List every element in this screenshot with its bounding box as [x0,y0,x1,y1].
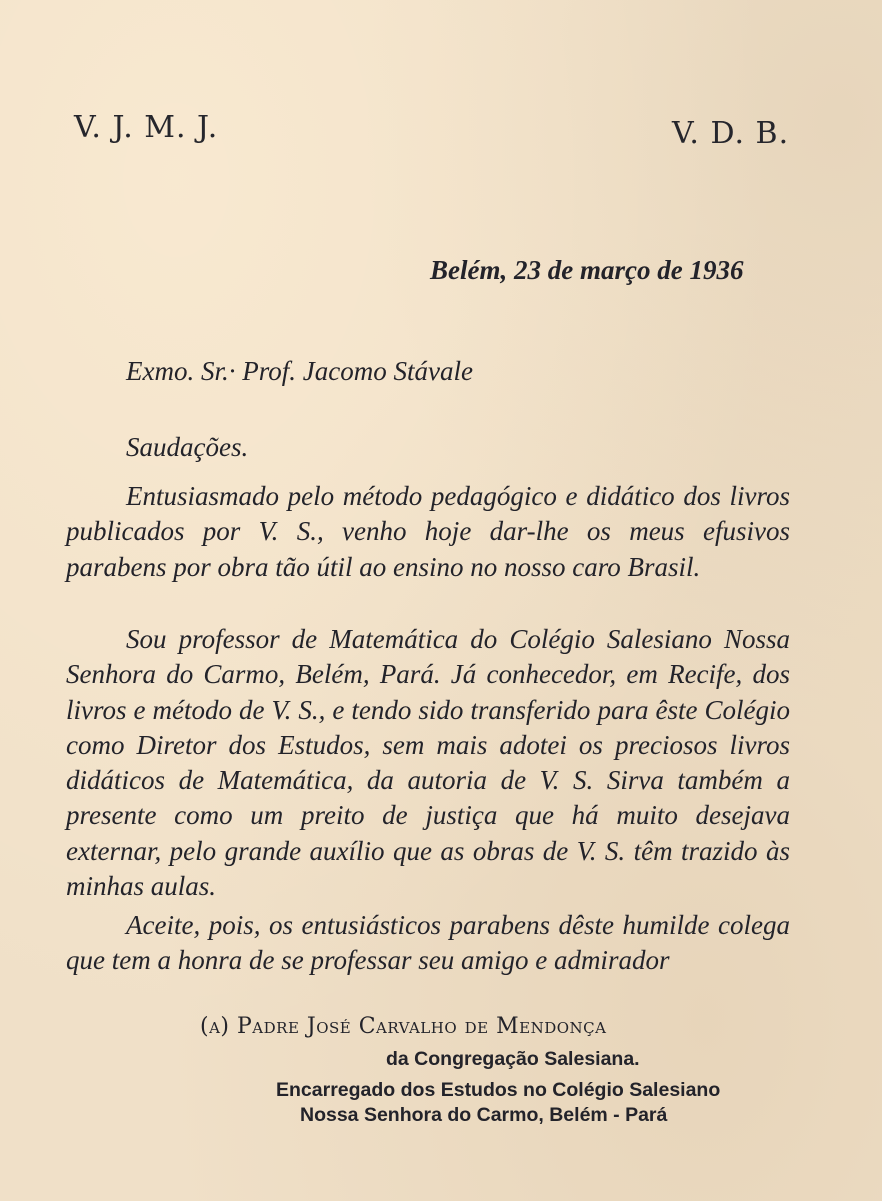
letter-paragraph-1 [66,479,790,585]
paragraph-1-text: Entusiasmado pelo método pedagógico e didático dos livros publicados por V. S., venho hoje dar-lhe os meus efusivos parabens por obra tão útil ao ensino no nosso caro Brasil. [66,481,790,582]
signature-role-line-2: Nossa Senhora do Carmo, Belém - Pará [300,1104,668,1126]
greeting: Saudações. [126,432,249,462]
letter-paragraph-3 [66,908,790,979]
letter-paragraph-2 [66,622,790,904]
signature-role-line-1: Encarregado dos Estudos no Colégio Salesiano [276,1079,721,1101]
salutation: Exmo. Sr.· Prof. Jacomo Stávale [126,356,473,386]
signature-congregation: da Congregação Salesiana. [386,1048,640,1070]
signature-name [200,1014,606,1039]
paragraph-2-text: Sou professor de Matemática do Colégio Salesiano Nossa Senhora do Carmo, Belém, Pará. Já conhecedor, em Recife, dos livros e método de V. S., e tendo sido transferido para êste Colégio como Diretor dos Estudos, sem mais adotei os preciosos livros didáticos de Matemática, da autoria de V. S. Sirva também a presente como um preito de justiça que há muito desejava externar, pelo grande auxílio que as obras de V. S. têm trazido às minhas aulas. [66,624,790,902]
dateline: Belém, 23 de março de 1936 [430,255,744,285]
paragraph-3-text: Aceite, pois, os entusiásticos parabens dêste humilde colega que tem a honra de se professar seu amigo e admirador [66,910,790,976]
header-right-initials: V. D. B. [672,116,790,151]
header-left-initials: V. J. M. J. [74,110,219,145]
signature-name-text: (a) Padre José Carvalho de Mendonça [200,1014,607,1039]
